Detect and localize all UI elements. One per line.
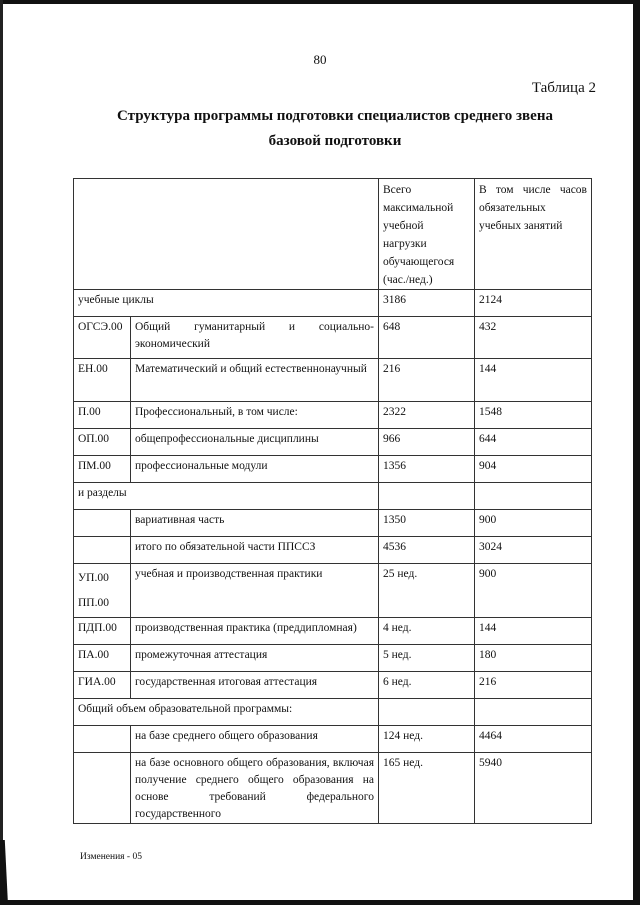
table-row	[74, 618, 592, 645]
row-code	[74, 564, 131, 618]
row-name: Общий гуманитарный и социально-экономический	[131, 317, 379, 359]
table-row	[74, 537, 592, 564]
row-code: ПА.00	[74, 645, 131, 672]
table-row	[74, 645, 592, 672]
program-structure-table	[73, 178, 592, 824]
row-mandatory: 2124	[475, 290, 592, 317]
row-mandatory: 180	[475, 645, 592, 672]
row-mandatory: 900	[475, 510, 592, 537]
row-code	[74, 753, 131, 824]
table-row	[74, 429, 592, 456]
row-name: итого по обязательной части ППССЗ	[131, 537, 379, 564]
row-name: промежуточная аттестация	[131, 645, 379, 672]
table-row	[74, 317, 592, 359]
row-code: П.00	[74, 402, 131, 429]
row-mandatory	[475, 699, 592, 726]
row-code-secondary: ПП.00	[78, 597, 109, 609]
page-number: 80	[313, 52, 327, 67]
table-row	[74, 359, 592, 402]
row-mandatory: 1548	[475, 402, 592, 429]
row-max-load: 124 нед.	[379, 726, 475, 753]
row-max-load: 648	[379, 317, 475, 359]
row-name: и разделы	[74, 483, 379, 510]
row-max-load: 25 нед.	[379, 564, 475, 618]
row-max-load: 3186	[379, 290, 475, 317]
row-mandatory: 644	[475, 429, 592, 456]
row-code-primary: УП.00	[78, 572, 109, 584]
header-mandatory-hours: В том числе часов обязательных учебных занятий	[475, 179, 592, 290]
table-row	[74, 564, 592, 618]
document-title-line-2: базовой подготовки	[268, 133, 402, 149]
row-max-load	[379, 483, 475, 510]
table-row	[74, 483, 592, 510]
row-mandatory: 5940	[475, 753, 592, 824]
table-row	[74, 672, 592, 699]
row-max-load: 216	[379, 359, 475, 402]
row-mandatory: 904	[475, 456, 592, 483]
row-code: ЕН.00	[74, 359, 131, 402]
row-mandatory: 3024	[475, 537, 592, 564]
row-name: на базе среднего общего образования	[131, 726, 379, 753]
document-title-line-1: Структура программы подготовки специалистов среднего звена	[117, 108, 553, 124]
row-name: на базе основного общего образования, включая получение среднего общего образования на основе требований федерального государственного	[131, 753, 379, 824]
row-name: Математический и общий естественнонаучный	[131, 359, 379, 402]
header-max-load: Всего максимальной учебной нагрузки обучающегося (час./нед.)	[379, 179, 475, 290]
row-code: ОГСЭ.00	[74, 317, 131, 359]
row-code	[74, 537, 131, 564]
row-max-load: 6 нед.	[379, 672, 475, 699]
row-code	[74, 726, 131, 753]
row-mandatory: 144	[475, 359, 592, 402]
row-code: ПМ.00	[74, 456, 131, 483]
row-name: Профессиональный, в том числе:	[131, 402, 379, 429]
row-max-load: 4 нед.	[379, 618, 475, 645]
table-row	[74, 753, 592, 824]
table-row	[74, 402, 592, 429]
row-name: общепрофессиональные дисциплины	[131, 429, 379, 456]
table-row	[74, 290, 592, 317]
table-row	[74, 510, 592, 537]
row-max-load: 1356	[379, 456, 475, 483]
row-max-load: 5 нед.	[379, 645, 475, 672]
row-code: ОП.00	[74, 429, 131, 456]
row-max-load	[379, 699, 475, 726]
row-code: ПДП.00	[74, 618, 131, 645]
row-name: учебные циклы	[74, 290, 379, 317]
row-name: производственная практика (преддипломная)	[131, 618, 379, 645]
row-mandatory: 4464	[475, 726, 592, 753]
row-max-load: 165 нед.	[379, 753, 475, 824]
row-max-load: 4536	[379, 537, 475, 564]
table-row	[74, 456, 592, 483]
row-name: государственная итоговая аттестация	[131, 672, 379, 699]
row-name: вариативная часть	[131, 510, 379, 537]
header-empty-cell	[74, 179, 379, 290]
table-header-row	[74, 179, 592, 290]
row-name: Общий объем образовательной программы:	[74, 699, 379, 726]
row-mandatory: 900	[475, 564, 592, 618]
row-mandatory	[475, 483, 592, 510]
footer-revision-note: Изменения - 05	[80, 852, 142, 862]
row-mandatory: 432	[475, 317, 592, 359]
row-mandatory: 216	[475, 672, 592, 699]
row-name: учебная и производственная практики	[131, 564, 379, 618]
row-max-load: 2322	[379, 402, 475, 429]
scan-border-bottom	[0, 900, 640, 905]
row-mandatory: 144	[475, 618, 592, 645]
table-label: Таблица 2	[531, 80, 596, 96]
table-row	[74, 699, 592, 726]
row-max-load: 966	[379, 429, 475, 456]
row-name: профессиональные модули	[131, 456, 379, 483]
row-code	[74, 510, 131, 537]
row-code: ГИА.00	[74, 672, 131, 699]
scan-border-top	[0, 0, 640, 4]
scan-border-left-corner	[0, 840, 8, 905]
table-row	[74, 726, 592, 753]
row-max-load: 1350	[379, 510, 475, 537]
